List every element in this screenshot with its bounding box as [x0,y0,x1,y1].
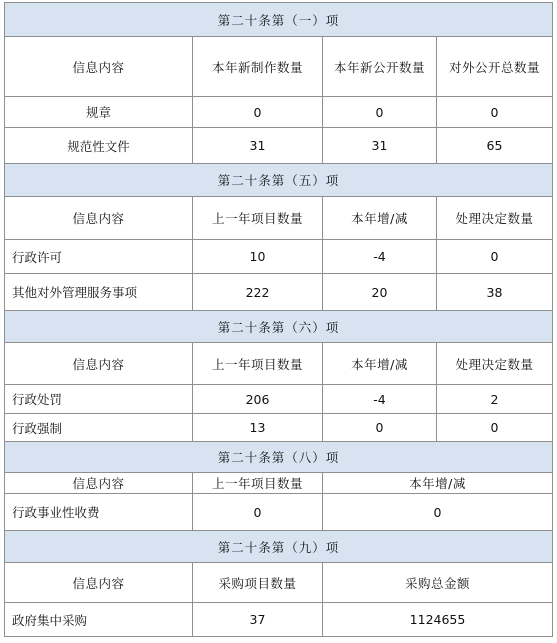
disclosure-table [4,2,553,637]
section-title: 第二十条第（六）项 [5,311,553,343]
table-cell: 0 [193,97,323,128]
column-header: 上一年项目数量 [193,343,323,385]
column-header: 处理决定数量 [437,343,553,385]
section-title: 第二十条第（一）项 [5,3,553,37]
table-cell: 0 [323,414,437,442]
column-header: 本年新制作数量 [193,37,323,97]
table-row [5,494,553,531]
table-cell: 65 [437,128,553,164]
section-header-row [5,442,553,473]
table-cell: 31 [193,128,323,164]
table-cell: 37 [193,603,323,637]
table-cell: 0 [193,494,323,531]
table-cell: 38 [437,274,553,311]
column-header: 上一年项目数量 [193,473,323,494]
table-row [5,385,553,414]
table-cell: 2 [437,385,553,414]
table-cell: 0 [323,97,437,128]
table-row [5,240,553,274]
column-header: 信息内容 [5,473,193,494]
table-cell: 13 [193,414,323,442]
section-header-row [5,311,553,343]
section-title: 第二十条第（五）项 [5,164,553,197]
table-cell: 1124655 [323,603,553,637]
row-label: 其他对外管理服务事项 [5,274,193,311]
table-cell: 206 [193,385,323,414]
table-cell: -4 [323,385,437,414]
row-label: 政府集中采购 [5,603,193,637]
column-header-row [5,37,553,97]
column-header-row [5,197,553,240]
column-header: 处理决定数量 [437,197,553,240]
column-header-row [5,343,553,385]
column-header: 本年新公开数量 [323,37,437,97]
table-cell: 31 [323,128,437,164]
row-label: 规范性文件 [5,128,193,164]
table-cell: -4 [323,240,437,274]
table-cell: 222 [193,274,323,311]
column-header: 本年增/减 [323,197,437,240]
section-title: 第二十条第（九）项 [5,531,553,563]
column-header: 采购项目数量 [193,563,323,603]
row-label: 行政许可 [5,240,193,274]
table-cell: 0 [437,97,553,128]
column-header-row [5,473,553,494]
column-header: 对外公开总数量 [437,37,553,97]
table-row [5,97,553,128]
column-header: 上一年项目数量 [193,197,323,240]
table-cell: 20 [323,274,437,311]
column-header: 信息内容 [5,563,193,603]
table-cell: 10 [193,240,323,274]
table-cell: 0 [437,414,553,442]
column-header-row [5,563,553,603]
column-header: 信息内容 [5,197,193,240]
table-row [5,128,553,164]
column-header: 本年增/减 [323,473,553,494]
column-header: 信息内容 [5,37,193,97]
table-row [5,414,553,442]
table-cell: 0 [437,240,553,274]
row-label: 行政处罚 [5,385,193,414]
table-cell: 0 [323,494,553,531]
column-header: 本年增/减 [323,343,437,385]
section-header-row [5,164,553,197]
column-header: 信息内容 [5,343,193,385]
section-title: 第二十条第（八）项 [5,442,553,473]
column-header: 采购总金额 [323,563,553,603]
section-header-row [5,531,553,563]
section-header-row [5,3,553,37]
table-row [5,603,553,637]
row-label: 行政事业性收费 [5,494,193,531]
row-label: 规章 [5,97,193,128]
row-label: 行政强制 [5,414,193,442]
table-row [5,274,553,311]
